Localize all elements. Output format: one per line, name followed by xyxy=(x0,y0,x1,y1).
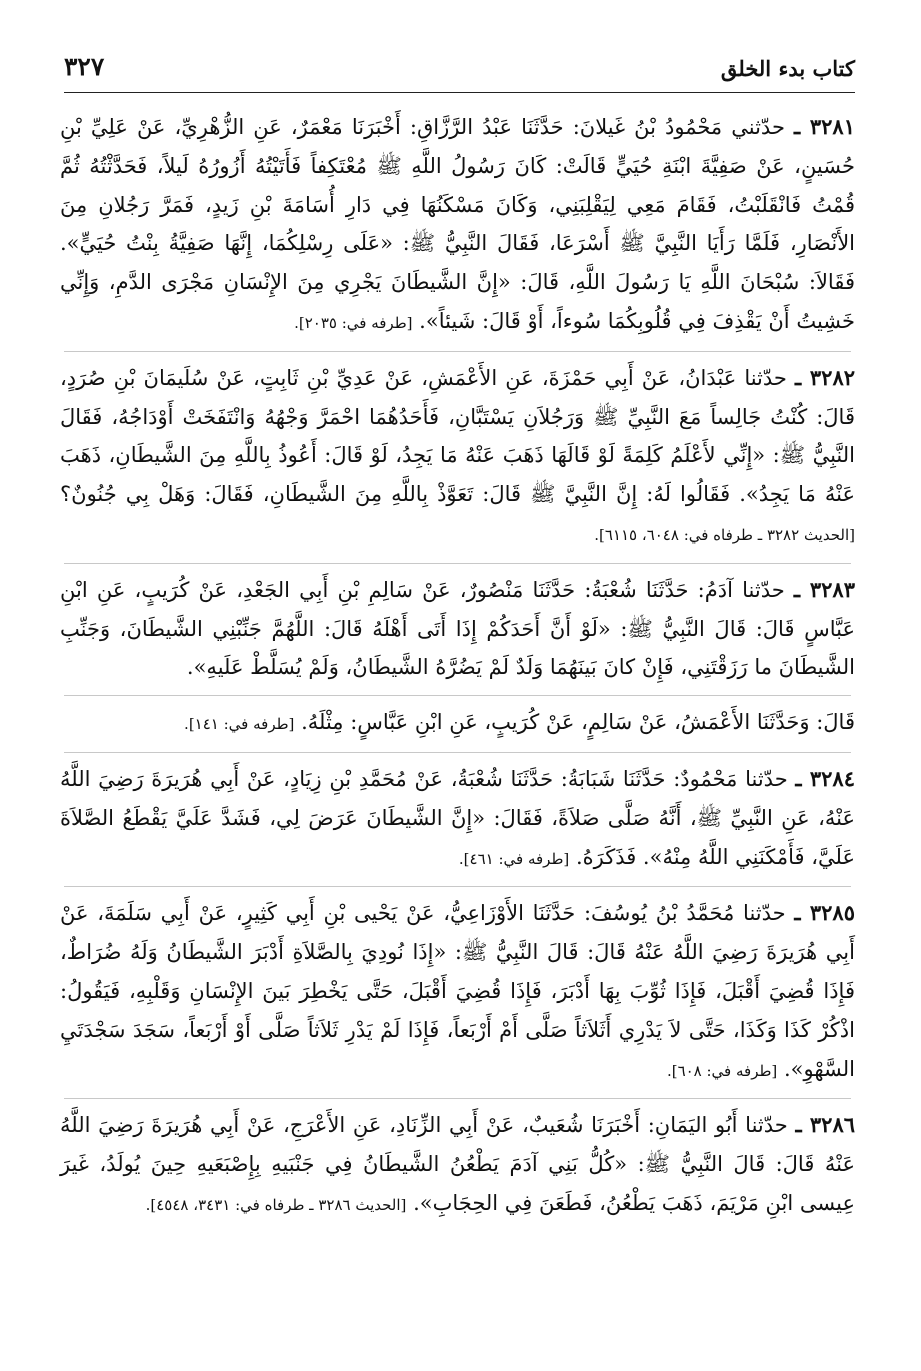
book-title: كتاب بدء الخلق xyxy=(720,56,855,81)
hadith-text: حدّثنا مُحَمَّدُ بْنُ يُوسُفَ: حَدَّثَنَا الأَوْزَاعِيُّ، عَنْ يَحْيى بْنِ أَبِي كَثِيرٍ، عَنْ أَبِي سَلَمَةَ، عَنْ أَبِي هُرَيرَةَ رَضِيَ اللَّهُ عَنْهُ قَالَ: قَالَ النَّبِيُّ ﷺ: «إِذَا نُودِيَ بِالصَّلاَةِ أَدْبَرَ الشَّيطَانُ وَلَهُ ضُرَاطٌ، فَإِذَا قُضِيَ أَقْبَلَ، فَإِذَا ثُوِّبَ بِهَا أَدْبَرَ، فَإِذَا قُضِيَ أَقْبَلَ، حَتَّى يَخْطِرَ بَينَ الإِنْسَانِ وَقَلْبِهِ، فَيَقُولُ: اذْكُرْ كَذَا وَكَذَا، حَتَّى لاَ يَدْرِي أَثَلاَثاً صَلَّى أَمْ أَرْبَعاً، فَإِذَا لَمْ يَدْرِ ثَلاَثاً صَلَّى أَوْ أَرْبَعاً، سَجَدَ سَجْدَتَيِ السَّهْوِ». xyxy=(60,901,855,1081)
cross-reference: [طرفه في: ٢٠٣٥]. xyxy=(294,313,413,332)
hadith-text: قَالَ: وَحَدَّثَنَا الأَعْمَشُ، عَنْ سَالِمٍ، عَنْ كُرَيبٍ، عَنِ ابْنِ عَبَّاسٍ: مِثْلَهُ. xyxy=(301,710,855,735)
page-body xyxy=(60,108,855,1225)
page-number: ٣٢٧ xyxy=(64,52,105,81)
hadith-text: حدّثنا آدَمُ: حَدَّثَنَا شُعْبَةُ: حَدَّثَنَا مَنْصُورٌ، عَنْ سَالِمِ بْنِ أَبِي الجَعْدِ، عَنْ كُرَيبٍ، عَنِ ابْنِ عَبَّاسٍ قَالَ: قَالَ النَّبِيُّ ﷺ: «لَوْ أَنَّ أَحَدَكُمْ إِذَا أَتَى أَهْلَهُ قَالَ: اللَّهُمَّ جَنِّبْنِي الشَّيطَانَ، وَجَنِّبِ الشَّيطَانَ ما رَزَقْتَنِي، فَإِنْ كانَ بَينَهُمَا وَلَدٌ لَمْ يَضُرَّهُ الشَّيطَانُ، وَلَمْ يُسَلَّطْ عَلَيهِ». xyxy=(60,577,855,680)
separator-line xyxy=(64,351,851,352)
separator-line xyxy=(64,695,851,696)
hadith-number: ٣٢٨٦ ـ xyxy=(795,1112,856,1138)
hadith-number: ٣٢٨١ ـ xyxy=(794,114,855,139)
cross-reference: [الحديث ٣٢٨٦ ـ طرفاه في: ٣٤٣١، ٤٥٤٨]. xyxy=(145,1195,407,1214)
separator-line xyxy=(64,752,851,753)
separator-line xyxy=(64,886,851,887)
hadith-number: ٣٢٨٤ ـ xyxy=(795,765,855,791)
separator-line xyxy=(64,563,851,564)
hadith-3284 xyxy=(60,760,855,878)
hadith-3283-note xyxy=(60,703,855,744)
separator-line xyxy=(64,1098,851,1099)
hadith-3281 xyxy=(60,108,855,343)
hadith-number: ٣٢٨٢ ـ xyxy=(795,364,856,390)
hadith-number: ٣٢٨٥ ـ xyxy=(794,900,855,926)
hadith-text: حدّثنا أَبُو اليَمَانِ: أَخْبَرَنَا شُعَيبٌ، عَنْ أَبِي الزِّنَادِ، عَنِ الأَعْرَجِ، عَنْ أَبِي هُرَيرَةَ رَضِيَ اللَّهُ عَنْهُ قَالَ: قَالَ النَّبِيُّ ﷺ: «كُلُّ بَنِي آدَمَ يَطْعُنُ الشَّيطَانُ فِي جَنْبَيهِ بِإِصْبَعَيهِ حِينَ يُولَدُ، غَيرَ عِيسى ابْنِ مَرْيَمَ، ذَهَبَ يَطْعُنُ، فَطَعَنَ فِي الحِجَابِ». xyxy=(60,1113,855,1215)
page-header xyxy=(64,44,855,93)
hadith-text: حدّثنا مَحْمُودٌ: حَدَّثَنَا شَبَابَةُ: حَدَّثَنَا شُعْبَةُ، عَنْ مُحَمَّدِ بْنِ زِيَادٍ، عَنْ أَبِي هُرَيرَةَ رَضِيَ اللَّهُ عَنْهُ، عَنِ النَّبِيِّ ﷺ، أَنَّهُ صَلَّى صَلاَةً، فَقَالَ: «إِنَّ الشَّيطَانَ عَرَضَ لِي، فَشَدَّ عَلَيَّ يَقْطَعُ الصَّلاَةَ عَلَيَّ، فَأَمْكَنَنِي اللَّهُ مِنْهُ». فَذَكَرَهُ. xyxy=(60,766,855,869)
hadith-3283 xyxy=(60,571,855,687)
hadith-3282 xyxy=(60,359,855,555)
cross-reference: [طرفه في: ٤٦١]. xyxy=(458,849,570,868)
cross-reference: [طرفه في: ٦٠٨]. xyxy=(666,1061,778,1080)
cross-reference: [الحديث ٣٢٨٢ ـ طرفاه في: ٦٠٤٨، ٦١١٥]. xyxy=(594,525,855,544)
hadith-3286 xyxy=(60,1106,855,1224)
cross-reference: [طرفه في: ١٤١]. xyxy=(184,715,295,734)
hadith-text: حدّثني مَحْمُودُ بْنُ غَيلانَ: حَدَّثَنَا عَبْدُ الرَّزَّاقِ: أَخْبَرَنَا مَعْمَرٌ، عَنِ الزُّهْرِيِّ، عَنْ عَلِيِّ بْنِ حُسَينٍ، عَنْ صَفِيَّةَ ابْنَةِ حُيَيٍّ قَالَتْ: كَانَ رَسُولُ اللَّهِ ﷺ مُعْتَكِفاً فَأَتَيْتُهُ أَزُورُهُ لَيلاً، فَحَدَّثْتُهُ ثُمَّ قُمْتُ فَانْقَلَبْتُ، فَقَامَ مَعِي لِيَقْلِبَنِي، وَكَانَ مَسْكَنُهَا فِي دَارِ أُسَامَةَ بْنِ زَيدٍ، فَمَرَّ رَجُلانِ مِنَ الأَنْصَارِ، فَلَمَّا رَأَيَا النَّبِيَّ ﷺ أَسْرَعَا، فَقَالَ النَّبِيُّ ﷺ: «عَلَى رِسْلِكُمَا، إِنَّهَا صَفِيَّةُ بِنْتُ حُيَيٍّ». فَقَالاَ: سُبْحَانَ اللَّهِ يَا رَسُولَ اللَّهِ، قَالَ: «إِنَّ الشَّيطَانَ يَجْرِي مِنَ الإِنْسَانِ مَجْرَى الدَّمِ، وَإِنِّي خَشِيتُ أَنْ يَقْذِفَ فِي قُلُوبِكُمَا سُوءاً، أَوْ قَالَ: شَيئاً». xyxy=(60,115,855,333)
hadith-3285 xyxy=(60,894,855,1090)
hadith-text: حدّثنا عَبْدَانُ، عَنْ أَبِي حَمْزَةَ، عَنِ الأَعْمَشِ، عَنْ عَدِيِّ بْنِ ثَابِتٍ، عَنْ سُلَيمَانَ بْنِ صُرَدٍ، قَالَ: كُنْتُ جَالِساً مَعَ النَّبِيِّ ﷺ وَرَجُلاَنِ يَسْتَبَّانِ، فَأَحَدُهُمَا احْمَرَّ وَجْهُهُ وَانْتَفَخَتْ أَوْدَاجُهُ، فَقَالَ النَّبِيُّ ﷺ: «إِنِّي لأَعْلَمُ كَلِمَةً لَوْ قَالَهَا ذَهَبَ عَنْهُ مَا يَجِدُ، لَوْ قَالَ: أَعُوذُ بِاللَّهِ مِنَ الشَّيطَانِ، ذَهَبَ عَنْهُ مَا يَجِدُ». فَقَالُوا لَهُ: إِنَّ النَّبِيَّ ﷺ قَالَ: تَعَوَّذْ بِاللَّهِ مِنَ الشَّيطَانِ، فَقَالَ: وَهَلْ بِي جُنُونٌ؟ xyxy=(60,365,855,507)
hadith-number: ٣٢٨٣ ـ xyxy=(793,576,855,602)
